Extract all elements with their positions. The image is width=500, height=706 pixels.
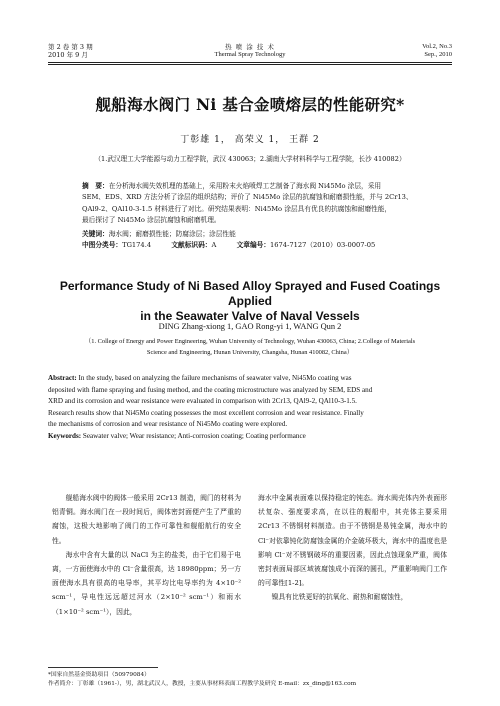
title-en <box>40 279 460 324</box>
footnote-funding: *国家自然基金资助项目（50979084） <box>48 672 150 678</box>
header-right-line2: Sep., 2010 <box>424 51 452 58</box>
body-column-left <box>52 491 241 619</box>
class-number: TG174.4 <box>122 241 152 250</box>
body-paragraph: 海水中含有大量的以 NaCl 为主的盐类，由于它们易于电离，一方面使海水中的 Cl⁻含量很高，达 18980ppm；另一方面使海水具有很高的电导率，其平均比电导率约为 4×10⁻² scm⁻¹，导电性远远超过河水（2×10⁻² scm⁻¹）和雨水（1×10⁻² scm⁻¹），因此， <box>52 550 241 616</box>
abstract-en-line: Research results show that Ni45Mo coating possesses the most excellent corrosion and wear resistance. Finally <box>48 408 364 417</box>
affiliation-en-line2: Science and Engineering, Hunan University, Changsha, Hunan 410082, China） <box>146 349 354 356</box>
authors-cn: 丁彰雄 1， 高荣义 1， 王群 2 <box>180 135 320 145</box>
abstract-en-line: the mechanisms of corrosion and wear resistance of Ni45Mo coating were explored. <box>48 420 288 429</box>
title-en-line1: Performance Study of Ni Based Alloy Sprayed and Fused Coatings Applied <box>59 279 441 308</box>
affiliation-en <box>40 336 460 358</box>
doc-code: A <box>211 241 217 250</box>
abstract-en <box>48 373 452 443</box>
abstract-cn-line: QAl9-2、QAl10-3-1.5 材料进行了对比。研究结果表明：Ni45Mo 涂层具有优良的抗腐蚀和耐磨性能， <box>82 204 392 213</box>
abstract-en-line: In the study, based on analyzing the failure mechanisms of seawater valve, Ni45Mo coating was <box>78 374 352 382</box>
article-id-label: 文章编号： <box>236 241 271 250</box>
body-paragraph: 舰船海水阀中的阀体一般采用 2Cr13 制造，阀门的材料为铝青铜。海水阀门在一段时间后，阀体密封面便产生了严重的腐蚀，这极大地影响了阀门的工作可靠性和舰船航行的安全性。 <box>52 494 241 545</box>
class-number-label: 中图分类号： <box>82 241 123 250</box>
abstract-cn-line: 最后探讨了 Ni45Mo 涂层抗腐蚀和耐磨机理。 <box>82 216 221 225</box>
keywords-en-label: Keywords: <box>48 431 82 440</box>
header-center-line1: 热 喷 涂 技 术 <box>225 43 275 51</box>
authors-en: DING Zhang-xiong 1, GAO Rong-yi 1, WANG Qun 2 <box>158 322 342 331</box>
abstract-en-label: Abstract: <box>48 374 77 382</box>
affiliation-cn: （1.武汉理工大学能源与动力工程学院，武汉 430063；2.湖南大学材料科学与工程学院，长沙 410082） <box>94 155 406 163</box>
body-column-right <box>258 491 447 605</box>
journal-name <box>170 43 330 59</box>
abstract-cn-line: SEM、EDS、XRD 方法分析了涂层的组织结构；评价了 Ni45Mo 涂层的抗腐蚀和耐磨损性能，并与 2Cr13、 <box>82 193 413 202</box>
journal-date <box>422 43 452 59</box>
footnote-rule <box>48 667 158 668</box>
header-right-line1: Vol.2, No.3 <box>422 43 452 50</box>
header-rule-bottom <box>48 64 452 65</box>
abstract-en-line: XRD and its corrosion and wear resistance were evaluated in comparison with 2Cr13, QAl9-2, QAl10-3-1.5. <box>48 397 357 406</box>
keywords-cn-label: 关键词： <box>82 229 109 238</box>
abstract-cn-line: 在分析海水阀失效机理的基础上，采用粉末火焰喷焊工艺制备了海水阀 Ni45Mo 涂层，采用 <box>108 182 382 190</box>
header-center-line2: Thermal Spray Technology <box>214 51 286 58</box>
header-rule-top <box>48 62 452 63</box>
body-paragraph: 海水中金属表面难以保持稳定的钝态。海水阀壳体内外表面形状复杂、强度要求高，在以往的舰船中，其壳体主要采用 2Cr13 不锈钢材料制造。由于不锈钢是易钝金属，海水中的 Cl⁻对依靠钝化防腐蚀金属的介金破坏极大，海水中的温度也是影响 Cl⁻对不锈钢破坏的重要因素，因此点蚀现象严重，阀体密封表面局部区域被腐蚀成小而深的圆孔，严重影响阀门工作的可靠性[1-2]。 <box>258 494 447 588</box>
footnote-author-bio: 作者简介：丁彰雄（1961-），男，湖北武汉人，教授，主要从事材料表面工程教学及研究 E-mail：zx_ding@163.com <box>48 680 357 687</box>
title-en-line2: in the Seawater Valve of Naval Vessels <box>140 309 360 323</box>
journal-volume-issue <box>48 43 93 59</box>
footnote <box>48 671 452 688</box>
header-left-line1: 第 2 卷 第 3 期 <box>48 43 93 51</box>
header-left-line2: 2010 年 9 月 <box>48 51 88 59</box>
abstract-cn-label: 摘 要： <box>82 182 109 190</box>
body-paragraph: 镍具有比铁更好的抗氧化、耐热和耐腐蚀性， <box>271 593 408 602</box>
keywords-en: Seawater valve; Wear resistance; Anti-corrosion coating; Coating performance <box>82 431 306 440</box>
affiliation-en-line1: （1. College of Energy and Power Engineering, Wuhan University of Technology, Wuhan 430063, China; 2.College of Materials <box>84 338 416 345</box>
article-id: 1674-7127（2010）03-0007-05 <box>270 241 376 250</box>
abstract-en-line: deposited with flame spraying and fusing method, and the coating microstructure was analyzed by SEM, EDS and <box>48 385 373 394</box>
title-cn: 舰船海水阀门 Ni 基合金喷熔层的性能研究* <box>95 95 405 114</box>
abstract-cn <box>82 181 422 251</box>
keywords-cn: 海水阀；耐磨损性能；防腐涂层；涂层性能 <box>108 229 236 238</box>
doc-code-label: 文献标识码： <box>171 241 212 250</box>
